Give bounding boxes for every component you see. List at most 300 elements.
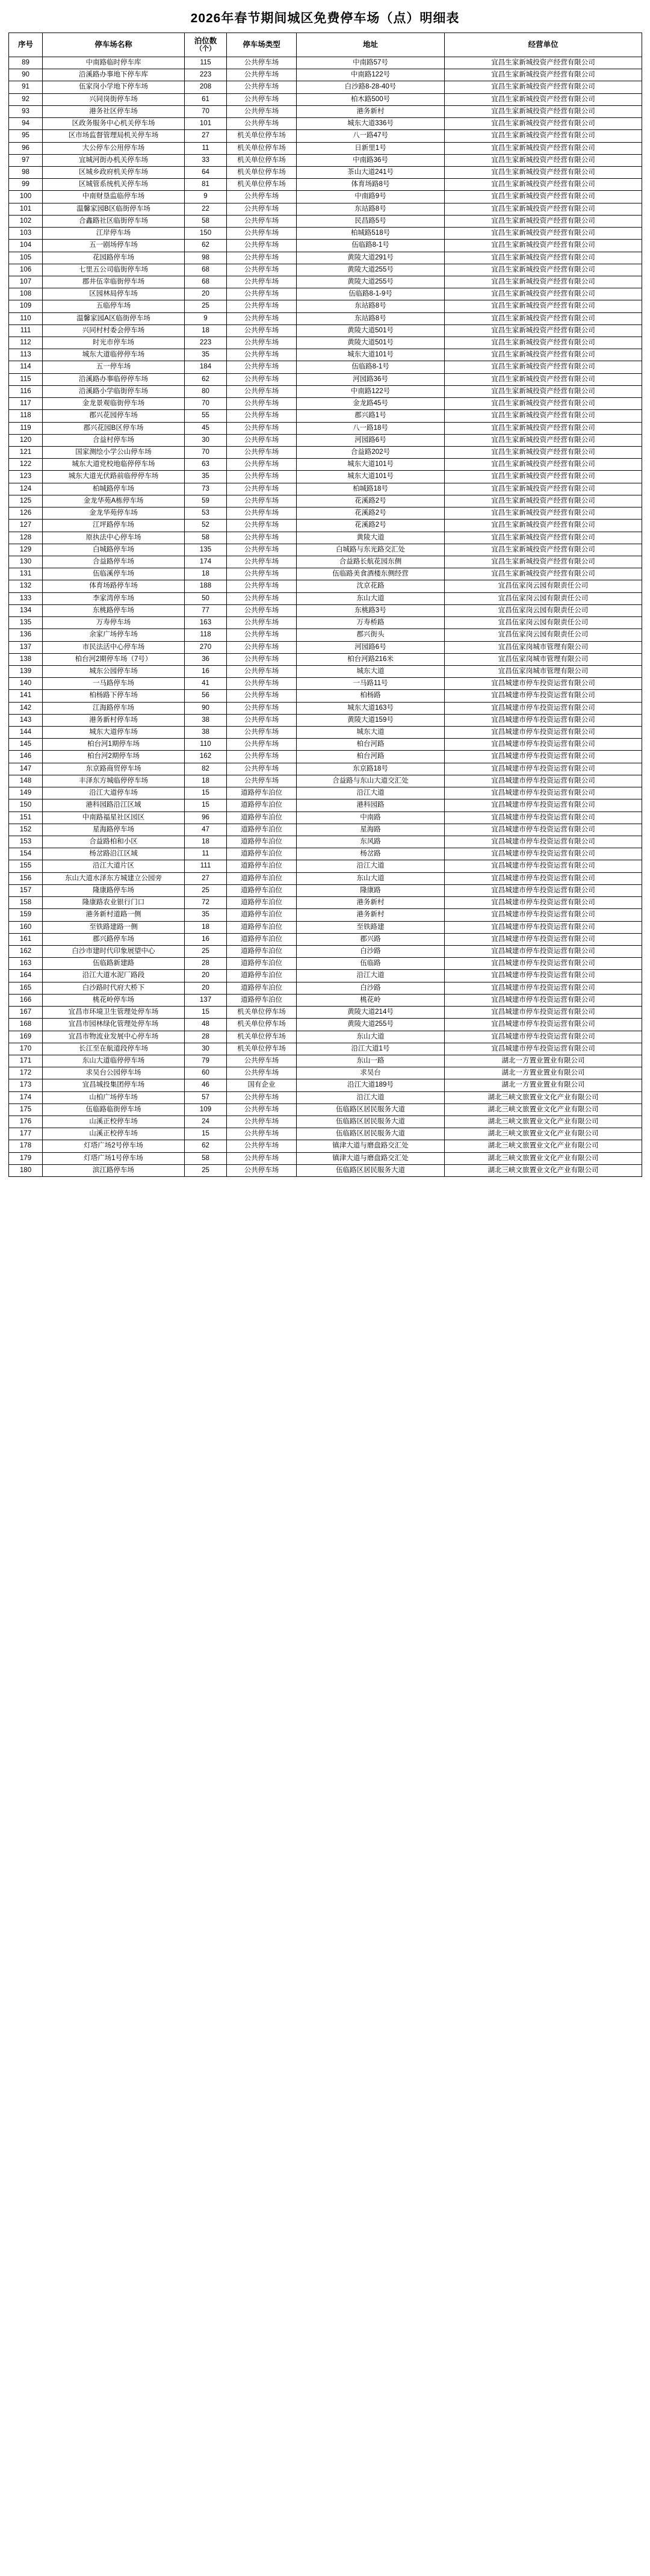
cell-address: 桃花岭 [297, 994, 445, 1006]
cell-operator: 宜昌城建市停车投资运营有限公司 [445, 1031, 642, 1043]
cell-name: 杨岔路沿江区域 [43, 848, 185, 860]
cell-type: 公共停车场 [227, 629, 297, 641]
cell-capacity: 58 [185, 532, 227, 544]
cell-capacity: 18 [185, 775, 227, 787]
cell-capacity: 184 [185, 361, 227, 373]
cell-capacity: 208 [185, 81, 227, 93]
cell-index: 139 [9, 665, 43, 677]
table-row [9, 1019, 642, 1031]
cell-type: 公共停车场 [227, 240, 297, 252]
cell-type: 机关单位停车场 [227, 179, 297, 191]
cell-type: 道路停车泊位 [227, 836, 297, 848]
cell-operator: 宜昌生家新城投资产经营有限公司 [445, 385, 642, 397]
cell-address: 东站路8号 [297, 312, 445, 324]
cell-capacity: 25 [185, 945, 227, 957]
cell-index: 148 [9, 775, 43, 787]
cell-name: 中南财垦监临停车场 [43, 191, 185, 203]
table-row [9, 678, 642, 690]
table-row [9, 1164, 642, 1176]
cell-index: 110 [9, 312, 43, 324]
cell-type: 公共停车场 [227, 678, 297, 690]
cell-address: 沿江大道 [297, 1091, 445, 1103]
table-row [9, 1116, 642, 1128]
cell-address: 黄陵大道255号 [297, 276, 445, 288]
cell-name: 宜昌市园林绿化管理处停车场 [43, 1019, 185, 1031]
cell-name: 城东大道光伏路前临停停车场 [43, 471, 185, 483]
cell-index: 131 [9, 568, 43, 580]
cell-index: 166 [9, 994, 43, 1006]
cell-operator: 湖北三峡文旅置业文化产业有限公司 [445, 1140, 642, 1152]
cell-operator: 宜昌城建市停车投资运营有限公司 [445, 933, 642, 945]
cell-capacity: 110 [185, 739, 227, 751]
cell-capacity: 68 [185, 276, 227, 288]
cell-capacity: 90 [185, 702, 227, 714]
cell-operator: 宜昌生家新城投资产经营有限公司 [445, 495, 642, 507]
cell-operator: 宜昌生家新城投资产经营有限公司 [445, 166, 642, 178]
cell-type: 公共停车场 [227, 739, 297, 751]
cell-operator: 宜昌城建市停车投资运营有限公司 [445, 1007, 642, 1019]
cell-type: 机关单位停车场 [227, 130, 297, 142]
cell-type: 公共停车场 [227, 495, 297, 507]
table-row [9, 118, 642, 130]
cell-type: 道路停车泊位 [227, 860, 297, 872]
cell-capacity: 111 [185, 860, 227, 872]
cell-address: 河园路6号 [297, 434, 445, 446]
table-row [9, 520, 642, 532]
cell-index: 161 [9, 933, 43, 945]
cell-capacity: 96 [185, 812, 227, 824]
cell-name: 城东大道临停停车场 [43, 349, 185, 361]
cell-type: 公共停车场 [227, 1091, 297, 1103]
table-row [9, 1007, 642, 1019]
cell-address: 中南路122号 [297, 385, 445, 397]
cell-address: 沿江大道1号 [297, 1043, 445, 1055]
cell-operator: 宜昌生家新城投资产经营有限公司 [445, 288, 642, 300]
cell-name: 白沙市建时代印象展望中心 [43, 945, 185, 957]
table-row [9, 945, 642, 957]
cell-address: 东站路8号 [297, 300, 445, 312]
table-row [9, 641, 642, 653]
cell-operator: 宜昌生家新城投资产经营有限公司 [445, 203, 642, 215]
cell-operator: 宜昌城建市停车投资运营有限公司 [445, 921, 642, 933]
cell-index: 99 [9, 179, 43, 191]
cell-type: 公共停车场 [227, 1067, 297, 1079]
table-row [9, 970, 642, 982]
table-row [9, 228, 642, 240]
cell-capacity: 18 [185, 836, 227, 848]
cell-capacity: 28 [185, 958, 227, 970]
cell-name: 隆康路农业银行门口 [43, 897, 185, 909]
cell-capacity: 80 [185, 385, 227, 397]
cell-address: 白沙路 [297, 982, 445, 994]
cell-capacity: 22 [185, 203, 227, 215]
cell-address: 隆康路 [297, 884, 445, 896]
column-header-operator: 经营单位 [445, 33, 642, 57]
cell-name: 山柏广场停车场 [43, 1091, 185, 1103]
cell-index: 169 [9, 1031, 43, 1043]
cell-operator: 宜昌生家新城投资产经营有限公司 [445, 142, 642, 154]
cell-type: 道路停车泊位 [227, 787, 297, 799]
cell-address: 黄陵大道255号 [297, 1019, 445, 1031]
cell-operator: 宜昌生家新城投资产经营有限公司 [445, 93, 642, 105]
cell-index: 144 [9, 727, 43, 739]
cell-address: 中南路36号 [297, 154, 445, 166]
cell-capacity: 36 [185, 653, 227, 665]
cell-index: 162 [9, 945, 43, 957]
cell-type: 公共停车场 [227, 714, 297, 726]
cell-operator: 宜昌城建市停车投资运营有限公司 [445, 678, 642, 690]
cell-index: 117 [9, 398, 43, 410]
table-row [9, 532, 642, 544]
cell-address: 白沙路 [297, 945, 445, 957]
cell-index: 107 [9, 276, 43, 288]
cell-index: 121 [9, 447, 43, 459]
cell-capacity: 73 [185, 483, 227, 495]
table-row [9, 81, 642, 93]
cell-operator: 湖北三峡文旅置业文化产业有限公司 [445, 1103, 642, 1116]
cell-type: 公共停车场 [227, 81, 297, 93]
cell-name: 东山大道水泽东方城建立公园旁 [43, 872, 185, 884]
table-row [9, 751, 642, 763]
cell-address: 白沙路8-28-40号 [297, 81, 445, 93]
cell-type: 公共停车场 [227, 276, 297, 288]
cell-index: 114 [9, 361, 43, 373]
table-row [9, 337, 642, 349]
table-row [9, 909, 642, 921]
cell-name: 花园路停车场 [43, 252, 185, 264]
cell-address: 民昌路5号 [297, 215, 445, 227]
cell-address: 东山一路 [297, 1055, 445, 1067]
cell-type: 公共停车场 [227, 1152, 297, 1164]
cell-capacity: 56 [185, 690, 227, 702]
cell-operator: 宜昌生家新城投资产经营有限公司 [445, 459, 642, 471]
cell-capacity: 52 [185, 520, 227, 532]
cell-type: 道路停车泊位 [227, 909, 297, 921]
cell-address: 城东大道 [297, 727, 445, 739]
cell-name: 宜城河街办机关停车场 [43, 154, 185, 166]
cell-address: 柏城路18号 [297, 483, 445, 495]
cell-capacity: 30 [185, 1043, 227, 1055]
cell-operator: 宜昌生家新城投资产经营有限公司 [445, 556, 642, 568]
cell-name: 江岸停车场 [43, 228, 185, 240]
cell-address: 港务新村 [297, 909, 445, 921]
cell-type: 公共停车场 [227, 203, 297, 215]
cell-type: 机关单位停车场 [227, 166, 297, 178]
table-row [9, 775, 642, 787]
column-header-capacity: 泊位数 （个） [185, 33, 227, 57]
cell-address: 伍临路8-1号 [297, 361, 445, 373]
cell-operator: 宜昌城建市停车投资运营有限公司 [445, 763, 642, 775]
table-row [9, 592, 642, 604]
cell-index: 154 [9, 848, 43, 860]
cell-type: 公共停车场 [227, 118, 297, 130]
cell-type: 道路停车泊位 [227, 812, 297, 824]
cell-index: 113 [9, 349, 43, 361]
cell-name: 温馨家园B区临街停车场 [43, 203, 185, 215]
cell-name: 中南路临时停车库 [43, 57, 185, 69]
cell-index: 146 [9, 751, 43, 763]
cell-address: 一马路11号 [297, 678, 445, 690]
cell-capacity: 16 [185, 665, 227, 677]
cell-index: 94 [9, 118, 43, 130]
cell-address: 东站路8号 [297, 203, 445, 215]
cell-capacity: 18 [185, 921, 227, 933]
cell-capacity: 16 [185, 933, 227, 945]
cell-index: 167 [9, 1007, 43, 1019]
table-row [9, 994, 642, 1006]
cell-capacity: 81 [185, 179, 227, 191]
table-row [9, 349, 642, 361]
cell-capacity: 115 [185, 57, 227, 69]
cell-type: 公共停车场 [227, 763, 297, 775]
cell-address: 沿江大道 [297, 970, 445, 982]
cell-address: 中南路122号 [297, 69, 445, 81]
cell-operator: 宜昌生家新城投资产经营有限公司 [445, 398, 642, 410]
cell-name: 万寿停车场 [43, 617, 185, 629]
cell-address: 柏木路500号 [297, 93, 445, 105]
cell-type: 公共停车场 [227, 385, 297, 397]
cell-type: 机关单位停车场 [227, 142, 297, 154]
cell-name: 金龙景观临街停车场 [43, 398, 185, 410]
table-row [9, 568, 642, 580]
cell-index: 93 [9, 105, 43, 117]
table-row [9, 300, 642, 312]
table-row [9, 166, 642, 178]
cell-index: 170 [9, 1043, 43, 1055]
table-row [9, 410, 642, 422]
cell-operator: 宜昌城建市停车投资运营有限公司 [445, 824, 642, 836]
cell-type: 公共停车场 [227, 1140, 297, 1152]
cell-index: 151 [9, 812, 43, 824]
table-row [9, 1067, 642, 1079]
cell-type: 道路停车泊位 [227, 994, 297, 1006]
cell-index: 116 [9, 385, 43, 397]
cell-type: 道路停车泊位 [227, 872, 297, 884]
cell-type: 公共停车场 [227, 1055, 297, 1067]
cell-type: 公共停车场 [227, 69, 297, 81]
cell-name: 七里五公司临街停车场 [43, 264, 185, 276]
cell-name: 伍临溪停车场 [43, 568, 185, 580]
cell-address: 至铁路建 [297, 921, 445, 933]
cell-operator: 宜昌生家新城投资产经营有限公司 [445, 252, 642, 264]
cell-capacity: 20 [185, 970, 227, 982]
cell-type: 公共停车场 [227, 617, 297, 629]
table-row [9, 544, 642, 556]
cell-index: 89 [9, 57, 43, 69]
table-row [9, 154, 642, 166]
cell-index: 153 [9, 836, 43, 848]
cell-name: 东京路商贸停车场 [43, 763, 185, 775]
cell-type: 公共停车场 [227, 568, 297, 580]
cell-capacity: 28 [185, 1031, 227, 1043]
table-row [9, 556, 642, 568]
cell-type: 机关单位停车场 [227, 1019, 297, 1031]
cell-capacity: 163 [185, 617, 227, 629]
cell-operator: 宜昌生家新城投资产经营有限公司 [445, 422, 642, 434]
cell-name: 沿溪路小学临街停车场 [43, 385, 185, 397]
cell-name: 江海路停车场 [43, 702, 185, 714]
cell-capacity: 20 [185, 982, 227, 994]
table-row [9, 1043, 642, 1055]
cell-index: 126 [9, 507, 43, 520]
cell-operator: 宜昌伍家岗城市管理有限公司 [445, 641, 642, 653]
cell-address: 柏台河路216米 [297, 653, 445, 665]
cell-operator: 宜昌生家新城投资产经营有限公司 [445, 361, 642, 373]
cell-index: 175 [9, 1103, 43, 1116]
cell-capacity: 70 [185, 398, 227, 410]
cell-index: 141 [9, 690, 43, 702]
cell-capacity: 70 [185, 105, 227, 117]
cell-index: 118 [9, 410, 43, 422]
cell-operator: 宜昌生家新城投资产经营有限公司 [445, 483, 642, 495]
cell-operator: 湖北一方置业置业有限公司 [445, 1067, 642, 1079]
parking-lot-table [8, 33, 642, 1177]
cell-index: 92 [9, 93, 43, 105]
cell-index: 179 [9, 1152, 43, 1164]
cell-name: 体育场路停车场 [43, 580, 185, 592]
cell-address: 东山大道 [297, 592, 445, 604]
table-row [9, 1031, 642, 1043]
cell-operator: 宜昌城建市停车投资运营有限公司 [445, 739, 642, 751]
cell-name: 至铁路建路一侧 [43, 921, 185, 933]
cell-operator: 宜昌生家新城投资产经营有限公司 [445, 130, 642, 142]
cell-capacity: 61 [185, 93, 227, 105]
table-row [9, 702, 642, 714]
cell-operator: 宜昌生家新城投资产经营有限公司 [445, 300, 642, 312]
table-row [9, 93, 642, 105]
cell-name: 合益路停车场 [43, 556, 185, 568]
cell-name: 灯塔广场1号停车场 [43, 1152, 185, 1164]
cell-type: 公共停车场 [227, 592, 297, 604]
cell-address: 城东大道101号 [297, 471, 445, 483]
table-row [9, 1079, 642, 1091]
cell-operator: 宜昌城建市停车投资运营有限公司 [445, 714, 642, 726]
cell-index: 178 [9, 1140, 43, 1152]
cell-name: 金龙华苑停车场 [43, 507, 185, 520]
cell-type: 道路停车泊位 [227, 933, 297, 945]
cell-type: 公共停车场 [227, 434, 297, 446]
cell-operator: 宜昌城建市停车投资运营有限公司 [445, 702, 642, 714]
cell-index: 132 [9, 580, 43, 592]
cell-operator: 宜昌生家新城投资产经营有限公司 [445, 324, 642, 337]
cell-address: 柏台河路 [297, 751, 445, 763]
cell-address: 伍临路8-1号 [297, 240, 445, 252]
cell-name: 宜昌市物流业发展中心停车场 [43, 1031, 185, 1043]
cell-operator: 宜昌伍家岗云园有限责任公司 [445, 592, 642, 604]
cell-address: 沿江大道 [297, 787, 445, 799]
cell-capacity: 137 [185, 994, 227, 1006]
cell-operator: 湖北三峡文旅置业文化产业有限公司 [445, 1164, 642, 1176]
cell-index: 134 [9, 604, 43, 616]
cell-type: 公共停车场 [227, 300, 297, 312]
cell-type: 公共停车场 [227, 1164, 297, 1176]
cell-name: 合益村停车场 [43, 434, 185, 446]
column-header-address: 地址 [297, 33, 445, 57]
cell-index: 128 [9, 532, 43, 544]
cell-capacity: 50 [185, 592, 227, 604]
cell-index: 157 [9, 884, 43, 896]
cell-operator: 宜昌伍家岗云园有限责任公司 [445, 580, 642, 592]
cell-type: 公共停车场 [227, 312, 297, 324]
cell-operator: 湖北三峡文旅置业文化产业有限公司 [445, 1116, 642, 1128]
cell-address: 东山大道 [297, 1031, 445, 1043]
table-row [9, 1128, 642, 1140]
cell-index: 142 [9, 702, 43, 714]
cell-capacity: 24 [185, 1116, 227, 1128]
cell-operator: 宜昌生家新城投资产经营有限公司 [445, 154, 642, 166]
cell-address: 沿江大道 [297, 860, 445, 872]
cell-index: 101 [9, 203, 43, 215]
cell-operator: 宜昌生家新城投资产经营有限公司 [445, 105, 642, 117]
cell-capacity: 270 [185, 641, 227, 653]
cell-name: 山溪正校停车场 [43, 1116, 185, 1128]
cell-operator: 宜昌生家新城投资产经营有限公司 [445, 532, 642, 544]
cell-capacity: 109 [185, 1103, 227, 1116]
cell-operator: 宜昌城建市停车投资运营有限公司 [445, 836, 642, 848]
cell-name: 市民法活中心停车场 [43, 641, 185, 653]
cell-capacity: 188 [185, 580, 227, 592]
cell-name: 李家湾停车场 [43, 592, 185, 604]
cell-capacity: 98 [185, 252, 227, 264]
cell-name: 五一剧场停车场 [43, 240, 185, 252]
cell-capacity: 11 [185, 848, 227, 860]
cell-type: 道路停车泊位 [227, 958, 297, 970]
cell-operator: 宜昌生家新城投资产经营有限公司 [445, 447, 642, 459]
table-row [9, 264, 642, 276]
cell-type: 公共停车场 [227, 459, 297, 471]
cell-address: 东山大道 [297, 872, 445, 884]
cell-index: 163 [9, 958, 43, 970]
cell-name: 区政务服务中心机关停车场 [43, 118, 185, 130]
cell-capacity: 30 [185, 434, 227, 446]
table-row [9, 312, 642, 324]
cell-name: 郡井伍幸临街停车场 [43, 276, 185, 288]
table-row [9, 398, 642, 410]
cell-index: 145 [9, 739, 43, 751]
cell-operator: 宜昌生家新城投资产经营有限公司 [445, 118, 642, 130]
cell-address: 金龙路45号 [297, 398, 445, 410]
cell-type: 公共停车场 [227, 702, 297, 714]
cell-name: 区城乡政府机关停车场 [43, 166, 185, 178]
cell-operator: 宜昌城建市停车投资运营有限公司 [445, 958, 642, 970]
cell-capacity: 38 [185, 727, 227, 739]
cell-capacity: 70 [185, 447, 227, 459]
cell-name: 中南路福星社区园区 [43, 812, 185, 824]
cell-name: 沿溪路办事地下停车库 [43, 69, 185, 81]
cell-operator: 宜昌生家新城投资产经营有限公司 [445, 544, 642, 556]
cell-operator: 宜昌生家新城投资产经营有限公司 [445, 434, 642, 446]
table-row [9, 933, 642, 945]
column-header-capacity-unit: （个） [196, 45, 215, 53]
cell-index: 158 [9, 897, 43, 909]
cell-address: 郡兴路1号 [297, 410, 445, 422]
cell-index: 174 [9, 1091, 43, 1103]
cell-name: 城东大道党校地临停停车场 [43, 459, 185, 471]
cell-type: 公共停车场 [227, 422, 297, 434]
cell-type: 公共停车场 [227, 373, 297, 385]
cell-index: 172 [9, 1067, 43, 1079]
cell-type: 公共停车场 [227, 1128, 297, 1140]
cell-index: 155 [9, 860, 43, 872]
cell-name: 白沙路时代府大桥下 [43, 982, 185, 994]
cell-index: 111 [9, 324, 43, 337]
cell-index: 140 [9, 678, 43, 690]
cell-capacity: 18 [185, 568, 227, 580]
cell-name: 江坪路停车场 [43, 520, 185, 532]
cell-address: 合益路与东山大道交汇处 [297, 775, 445, 787]
cell-index: 96 [9, 142, 43, 154]
cell-index: 123 [9, 471, 43, 483]
